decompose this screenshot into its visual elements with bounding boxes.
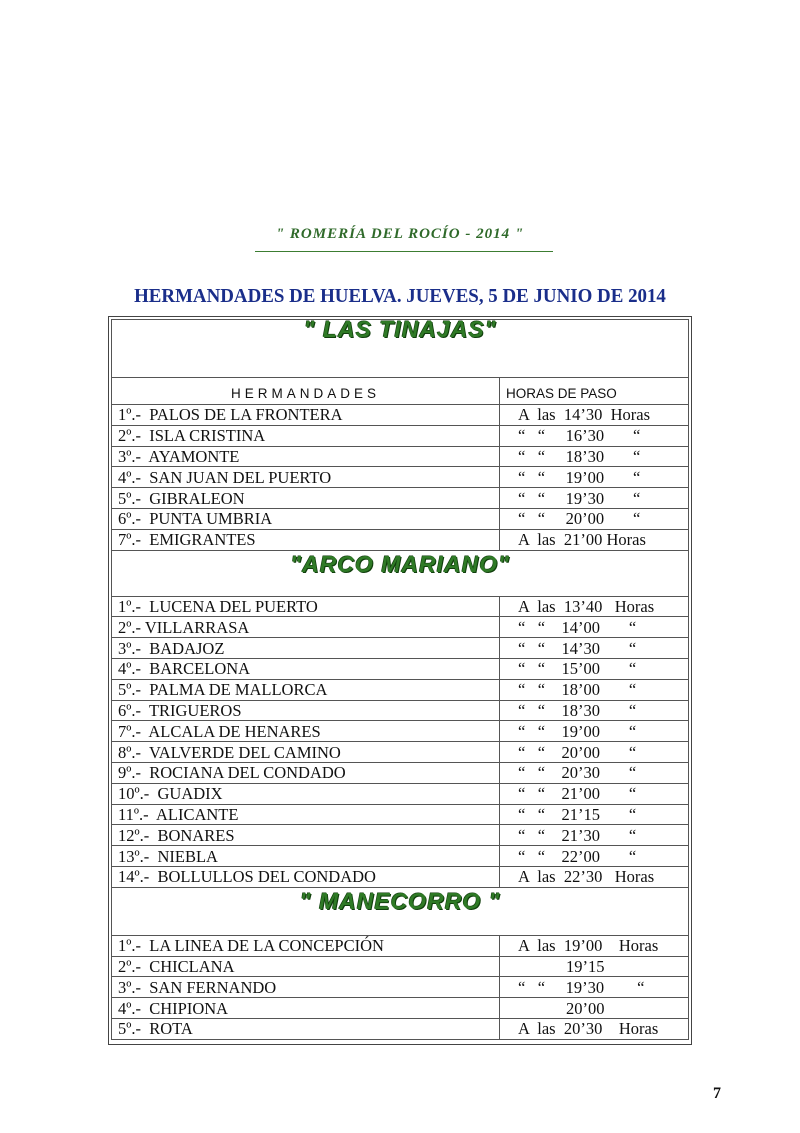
page-heading: HERMANDADES DE HUELVA. JUEVES, 5 DE JUNIO DE 2014 <box>134 286 666 307</box>
hermandad-name: 2º.- CHICLANA <box>112 956 500 977</box>
hermandad-name: 11º.- ALICANTE <box>112 804 500 825</box>
hermandad-name: 10º.- GUADIX <box>112 783 500 804</box>
pass-time: “ “ 19’00 “ <box>500 721 689 742</box>
pass-time: “ “ 19’30 “ <box>500 488 689 509</box>
pass-time: A las 22’30 Horas <box>500 866 689 887</box>
pass-time: A las 20’30 Horas <box>500 1018 689 1039</box>
section-title: "ARCO MARIANO" <box>112 550 689 596</box>
pass-time: “ “ 21’30 “ <box>500 825 689 846</box>
pass-time: “ “ 15’00 “ <box>500 658 689 679</box>
pass-time: A las 13’40 Horas <box>500 596 689 617</box>
schedule-table <box>111 319 689 1040</box>
hermandad-name: 4º.- SAN JUAN DEL PUERTO <box>112 467 500 488</box>
hermandad-name: 3º.- AYAMONTE <box>112 446 500 467</box>
table-row <box>112 977 689 998</box>
table-row <box>112 742 689 763</box>
hermandad-name: 6º.- TRIGUEROS <box>112 700 500 721</box>
pass-time: A las 14’30 Horas <box>500 405 689 426</box>
hermandad-name: 4º.- CHIPIONA <box>112 998 500 1019</box>
column-header-time: HORAS DE PASO <box>500 378 689 405</box>
hermandad-name: 7º.- ALCALA DE HENARES <box>112 721 500 742</box>
table-row <box>112 467 689 488</box>
pass-time: “ “ 14’30 “ <box>500 638 689 659</box>
hermandad-name: 12º.- BONARES <box>112 825 500 846</box>
table-row <box>112 488 689 509</box>
pass-time: “ “ 14’00 “ <box>500 617 689 638</box>
table-row <box>112 679 689 700</box>
pass-time: A las 19’00 Horas <box>500 935 689 956</box>
page-number: 7 <box>713 1085 721 1102</box>
pass-time: “ “ 19’30 “ <box>500 977 689 998</box>
table-row <box>112 446 689 467</box>
section-title: " MANECORRO " <box>112 887 689 935</box>
hermandad-name: 5º.- PALMA DE MALLORCA <box>112 679 500 700</box>
event-subtitle: " ROMERÍA DEL ROCÍO - 2014 " <box>275 226 525 242</box>
pass-time: “ “ 20’00 “ <box>500 508 689 529</box>
pass-time: “ “ 18’00 “ <box>500 679 689 700</box>
table-row <box>112 721 689 742</box>
pass-time: 20’00 <box>500 998 689 1019</box>
hermandad-name: 14º.- BOLLULLOS DEL CONDADO <box>112 866 500 887</box>
table-row <box>112 762 689 783</box>
table-row <box>112 638 689 659</box>
section-header <box>112 887 689 935</box>
column-header-row <box>112 378 689 405</box>
table-row <box>112 956 689 977</box>
pass-time: “ “ 18’30 “ <box>500 446 689 467</box>
hermandad-name: 9º.- ROCIANA DEL CONDADO <box>112 762 500 783</box>
pass-time: “ “ 21’00 “ <box>500 783 689 804</box>
table-row <box>112 700 689 721</box>
hermandad-name: 1º.- LA LINEA DE LA CONCEPCIÓN <box>112 935 500 956</box>
table-row <box>112 804 689 825</box>
hermandad-name: 6º.- PUNTA UMBRIA <box>112 508 500 529</box>
hermandad-name: 3º.- BADAJOZ <box>112 638 500 659</box>
pass-time: “ “ 18’30 “ <box>500 700 689 721</box>
hermandad-name: 3º.- SAN FERNANDO <box>112 977 500 998</box>
table-row <box>112 825 689 846</box>
pass-time: “ “ 20’00 “ <box>500 742 689 763</box>
schedule-table-frame <box>108 316 692 1045</box>
column-header-name: HERMANDADES <box>112 378 500 405</box>
table-row <box>112 405 689 426</box>
hermandad-name: 8º.- VALVERDE DEL CAMINO <box>112 742 500 763</box>
subtitle-underline <box>255 251 553 252</box>
table-row <box>112 998 689 1019</box>
pass-time: “ “ 19’00 “ <box>500 467 689 488</box>
table-row <box>112 783 689 804</box>
pass-time: A las 21’00 Horas <box>500 529 689 550</box>
hermandad-name: 1º.- LUCENA DEL PUERTO <box>112 596 500 617</box>
table-row <box>112 846 689 867</box>
table-row <box>112 425 689 446</box>
table-row <box>112 1018 689 1039</box>
section-title: " LAS TINAJAS" <box>112 320 689 378</box>
hermandad-name: 1º.- PALOS DE LA FRONTERA <box>112 405 500 426</box>
pass-time: “ “ 22’00 “ <box>500 846 689 867</box>
hermandad-name: 4º.- BARCELONA <box>112 658 500 679</box>
pass-time: “ “ 21’15 “ <box>500 804 689 825</box>
table-row <box>112 596 689 617</box>
table-row <box>112 935 689 956</box>
hermandad-name: 13º.- NIEBLA <box>112 846 500 867</box>
hermandad-name: 5º.- ROTA <box>112 1018 500 1039</box>
hermandad-name: 5º.- GIBRALEON <box>112 488 500 509</box>
section-header <box>112 320 689 378</box>
hermandad-name: 7º.- EMIGRANTES <box>112 529 500 550</box>
table-row <box>112 658 689 679</box>
table-row <box>112 529 689 550</box>
table-row <box>112 866 689 887</box>
pass-time: 19’15 <box>500 956 689 977</box>
hermandad-name: 2º.- VILLARRASA <box>112 617 500 638</box>
table-row <box>112 617 689 638</box>
section-header <box>112 550 689 596</box>
pass-time: “ “ 16’30 “ <box>500 425 689 446</box>
pass-time: “ “ 20’30 “ <box>500 762 689 783</box>
table-row <box>112 508 689 529</box>
hermandad-name: 2º.- ISLA CRISTINA <box>112 425 500 446</box>
